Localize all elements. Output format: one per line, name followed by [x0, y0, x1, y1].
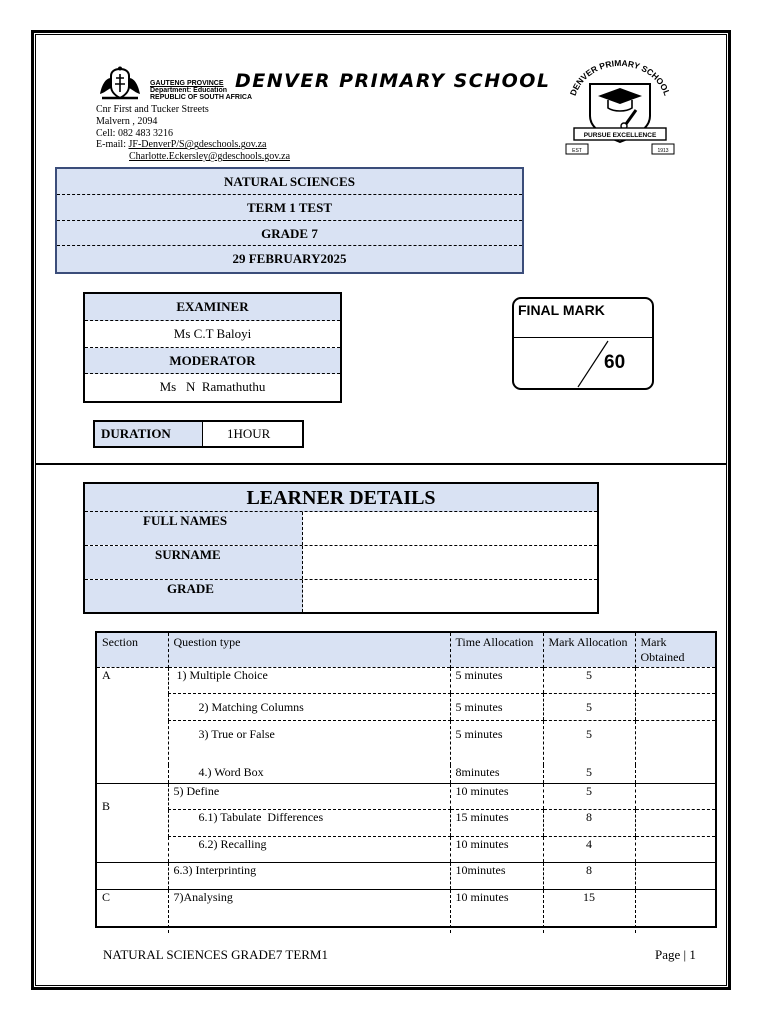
question-cell: 6.1) Tabulate Differences	[168, 809, 450, 836]
time-cell: 10 minutes	[450, 783, 543, 809]
header-mark-obtained: Mark Obtained	[635, 633, 715, 667]
grade-title: GRADE 7	[57, 221, 522, 247]
section-divider	[35, 463, 727, 465]
moderator-label: MODERATOR	[85, 348, 340, 375]
grade-label: GRADE	[85, 580, 303, 612]
question-cell: 2) Matching Columns	[168, 693, 450, 720]
time-cell: 10 minutes	[450, 889, 543, 933]
final-mark-label: FINAL MARK	[518, 302, 605, 318]
time-cell: 5 minutes	[450, 693, 543, 720]
question-cell: 3) True or False	[168, 720, 450, 765]
table-row	[97, 862, 715, 889]
table-row	[97, 836, 715, 862]
time-cell: 8minutes	[450, 765, 543, 783]
duration-label: DURATION	[95, 422, 203, 446]
address-line: Cnr First and Tucker Streets	[96, 104, 209, 115]
section-cell: A	[102, 667, 111, 682]
email-link-2[interactable]: Charlotte.Eckersley@gdeschools.gov.za	[129, 151, 291, 163]
learner-row-grade	[85, 580, 597, 612]
final-mark-box	[512, 297, 654, 390]
address-line: Malvern , 2094	[96, 115, 158, 127]
full-names-field[interactable]	[303, 512, 597, 545]
obtained-cell[interactable]	[635, 693, 715, 720]
school-name: DENVER PRIMARY SCHOOL	[235, 70, 551, 92]
section-cell	[97, 720, 168, 765]
question-cell: 6.2) Recalling	[168, 836, 450, 862]
table-row	[97, 765, 715, 783]
table-row	[97, 783, 715, 809]
time-cell: 10 minutes	[450, 836, 543, 862]
obtained-cell[interactable]	[635, 720, 715, 765]
duration-value: 1HOUR	[227, 426, 271, 441]
school-badge-icon	[560, 54, 680, 159]
badge-est-left: EST	[572, 148, 582, 154]
section-cell	[97, 862, 168, 889]
obtained-cell[interactable]	[635, 667, 715, 693]
obtained-cell[interactable]	[635, 862, 715, 889]
duration-box	[93, 420, 304, 448]
section-cell: C	[102, 889, 111, 904]
subject-title: NATURAL SCIENCES	[57, 169, 522, 195]
header-time-allocation: Time Allocation	[450, 633, 543, 667]
learner-row-full-names	[85, 512, 597, 546]
email-line	[96, 139, 290, 151]
obtained-cell[interactable]	[635, 836, 715, 862]
examiner-label: EXAMINER	[85, 294, 340, 321]
obtained-cell[interactable]	[635, 889, 715, 933]
time-cell: 5 minutes	[450, 720, 543, 765]
obtained-cell[interactable]	[635, 783, 715, 809]
badge-motto: PURSUE EXCELLENCE	[583, 132, 657, 139]
staff-block	[83, 292, 342, 403]
obtained-cell[interactable]	[635, 809, 715, 836]
header-question-type: Question type	[168, 633, 450, 667]
full-names-label: FULL NAMES	[85, 512, 303, 545]
learner-details-title: LEARNER DETAILS	[85, 484, 597, 512]
school-address	[96, 104, 290, 163]
province-line: REPUBLIC OF SOUTH AFRICA	[150, 94, 253, 101]
mark-cell: 5	[543, 765, 635, 783]
test-date: 29 FEBRUARY2025	[232, 251, 347, 267]
question-cell: 7)Analysing	[168, 889, 450, 933]
final-mark-divider	[514, 337, 652, 338]
grade-field[interactable]	[303, 580, 597, 612]
table-row	[97, 720, 715, 765]
coat-of-arms-icon	[96, 66, 144, 102]
email-link-1[interactable]: JF-DenverP/S@gdeschools.gov.za	[128, 139, 267, 151]
test-title: TERM 1 TEST	[57, 195, 522, 221]
table-row	[97, 809, 715, 836]
section-cell	[97, 765, 168, 783]
mark-cell: 5	[543, 720, 635, 765]
learner-row-surname	[85, 546, 597, 580]
mark-cell: 5	[543, 693, 635, 720]
mark-cell: 5	[543, 667, 635, 693]
table-row	[97, 889, 715, 933]
table-header-row	[97, 633, 715, 667]
email-prefix: E-mail:	[96, 139, 129, 151]
sections-grid	[97, 633, 715, 933]
time-cell: 15 minutes	[450, 809, 543, 836]
time-cell: 10minutes	[450, 862, 543, 889]
surname-label: SURNAME	[85, 546, 303, 579]
header-mark-allocation: Mark Allocation	[543, 633, 635, 667]
section-cell: B	[102, 799, 111, 813]
province-line: GAUTENG PROVINCE	[150, 80, 224, 87]
test-info-block	[55, 167, 524, 274]
header-section: Section	[97, 633, 168, 667]
question-cell: 6.3) Interprinting	[168, 862, 450, 889]
badge-arc-text: DENVER PRIMARY SCHOOL	[567, 57, 673, 98]
email-line-2	[96, 151, 290, 163]
address-line: Cell: 082 483 3216	[96, 127, 173, 139]
section-cell	[97, 693, 168, 720]
section-cell	[97, 836, 168, 862]
page-number: Page | 1	[655, 947, 696, 962]
time-cell: 5 minutes	[450, 667, 543, 693]
learner-details-block	[83, 482, 599, 614]
footer-title: NATURAL SCIENCES GRADE7 TERM1	[103, 947, 328, 962]
obtained-cell[interactable]	[635, 765, 715, 783]
table-row	[97, 667, 715, 693]
mark-cell: 8	[543, 809, 635, 836]
examiner-name: Ms C.T Baloyi	[85, 321, 340, 348]
badge-est-right: 1913	[657, 148, 669, 154]
table-row	[97, 693, 715, 720]
sections-table	[95, 631, 717, 928]
question-cell: 4.) Word Box	[168, 765, 450, 783]
surname-field[interactable]	[303, 546, 597, 579]
mark-cell: 4	[543, 836, 635, 862]
province-line: Department: Education	[150, 87, 228, 94]
moderator-name: Ms N Ramathuthu	[159, 379, 266, 395]
final-mark-total: 60	[604, 352, 626, 373]
mark-cell: 5	[543, 783, 635, 809]
question-cell: 1) Multiple Choice	[168, 667, 450, 693]
mark-cell: 8	[543, 862, 635, 889]
question-cell: 5) Define	[168, 783, 450, 809]
mark-cell: 15	[543, 889, 635, 933]
